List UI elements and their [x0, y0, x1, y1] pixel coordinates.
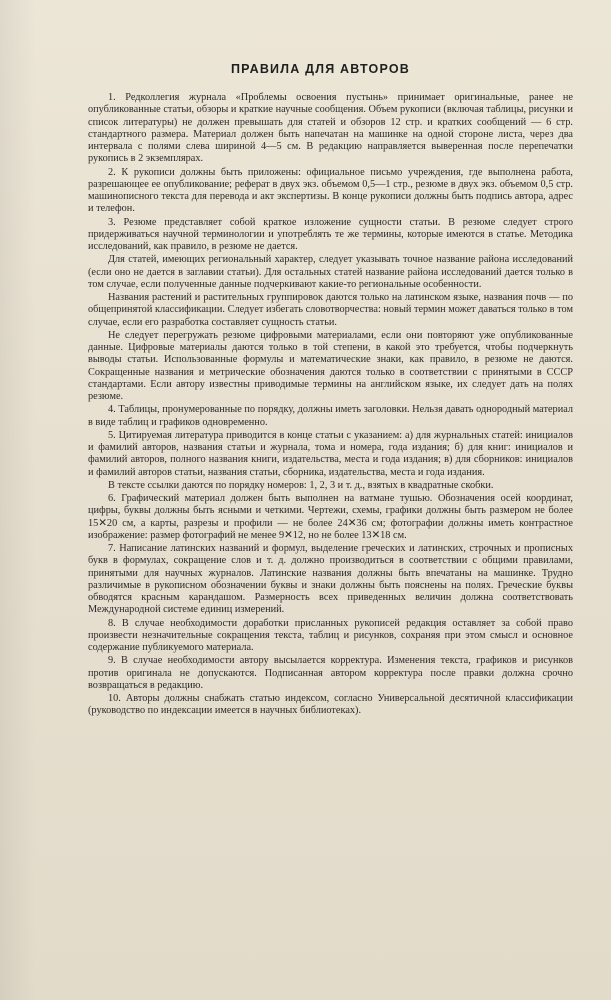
paragraph-10: 10. Авторы должны снабжать статью индексом, согласно Универсальной десятичной классификации (руководство по индексации имеется в научных библиотеках).: [88, 693, 573, 717]
paragraph-8: 8. В случае необходимости доработки присланных рукописей редакция оставляет за собой право произвести незначительные сокращения текста, таблиц и рисунков, сохраняя при этом смысл и основное содержание публикуемого материала.: [88, 617, 573, 653]
paragraph-7: 7. Написание латинских названий и формул, выделение греческих и латинских, строчных и прописных букв в формулах, сокращение слов и т. д. должно производиться в соответствии с общими правилами, принятыми для научных журналов. Латинские названия должны быть впечатаны на машинке. Трудно различимые в рукописном обозначении буквы и знаки должны быть пояснены на полях. Греческие буквы обводятся красным карандашом. Размерность всех приведенных величин должна соответствовать Международной системе единиц измерений.: [88, 543, 573, 616]
paragraph-5-references: В тексте ссылки даются по порядку номеров: 1, 2, 3 и т. д., взятых в квадратные скобки.: [108, 479, 494, 491]
page-title: ПРАВИЛА ДЛЯ АВТОРОВ: [230, 62, 410, 76]
document-body: [88, 92, 573, 718]
page-fold-shadow: [0, 0, 36, 1000]
paragraph-1: 1. Редколлегия журнала «Проблемы освоения пустынь» принимает оригинальные, ранее не опубликованные статьи, обзоры и краткие научные сообщения. Объем рукописи (включая таблицы, рисунки и список литературы) не должен превышать для статей и обзоров 12 стр. и кратких сообщений — 6 стр. стандартного размера. Материал должен быть напечатан на машинке на одной стороне листа, через два интервала с полями слева шириной 4—5 см. В редакцию направляется выверенная после перепечатки рукопись в 2 экземплярах.: [88, 92, 573, 165]
paragraph-3-names: Названия растений и растительных группировок даются только на латинском языке, названия почв — по общепринятой классификации. Следует избегать словотворчества: новый термин может даваться только в том случае, если его разработка составляет сущность статьи.: [88, 292, 573, 328]
paragraph-5: 5. Цитируемая литература приводится в конце статьи с указанием: а) для журнальных статей: инициалов и фамилий авторов, названия статьи и журнала, тома и номера, года издания; б) для книг: инициалов и фамилий авторов, полного названия книги, издательства, места и года издания; в) для сборников: инициалов и фамилий авторов статьи, названия статьи, сборника, издательства, места и года издания.: [88, 429, 573, 478]
paragraph-3: 3. Резюме представляет собой краткое изложение сущности статьи. В резюме следует строго придерживаться научной терминологии и употреблять те же термины, которые имеются в статье. Методика исследований, как правило, в резюме не дается.: [88, 216, 573, 252]
paragraph-6: 6. Графический материал должен быть выполнен на ватмане тушью. Обозначения осей координат, цифры, буквы должны быть ясными и четкими. Чертежи, схемы, графики должны быть размером не более 15✕20 см, а карты, разрезы и профили — не более 24✕36 см; фотографии должны иметь контрастное изображение: размер фотографий не менее 9✕12, но не более 13✕18 см.: [88, 493, 573, 541]
paragraph-9: 9. В случае необходимости автору высылается корректура. Изменения текста, графиков и рисунков против оригинала не допускаются. Подписанная автором корректура после правки должна срочно возвращаться в редакцию.: [88, 655, 573, 691]
paragraph-3-numeric: Не следует перегружать резюме цифровыми материалами, если они повторяют уже опубликованные данные. Цифровые материалы даются только в той степени, в какой это требуется, чтобы подчеркнуть выводы статьи. Использованные формулы и математические знаки, как правило, в резюме не даются. Сокращенные названия и метрические обозначения даются только в соответствии с принятыми в СССР стандартами. Если автору известны приводимые термины на английском языке, их следует дать на полях резюме.: [88, 329, 573, 402]
paragraph-4: 4. Таблицы, пронумерованные по порядку, должны иметь заголовки. Нельзя давать однородный материал в виде таблиц и графиков одновременно.: [88, 404, 573, 428]
paragraph-2: 2. К рукописи должны быть приложены: официальное письмо учреждения, где выполнена работа, разрешающее ее опубликование; реферат в двух экз. объемом 0,5—1 стр., резюме в двух экз. объемом 0,5 стр. машинописного текста для перевода и акт экспертизы. В конце рукописи должны быть подпись автора, адрес и телефон.: [88, 166, 573, 215]
paragraph-3-regional: Для статей, имеющих региональный характер, следует указывать точное название района исследований (если оно не дается в заглавии статьи). Для остальных статей название района исследований дается только в том случае, если полученные данные подчеркивают какие-то региональные особенности.: [88, 254, 573, 290]
